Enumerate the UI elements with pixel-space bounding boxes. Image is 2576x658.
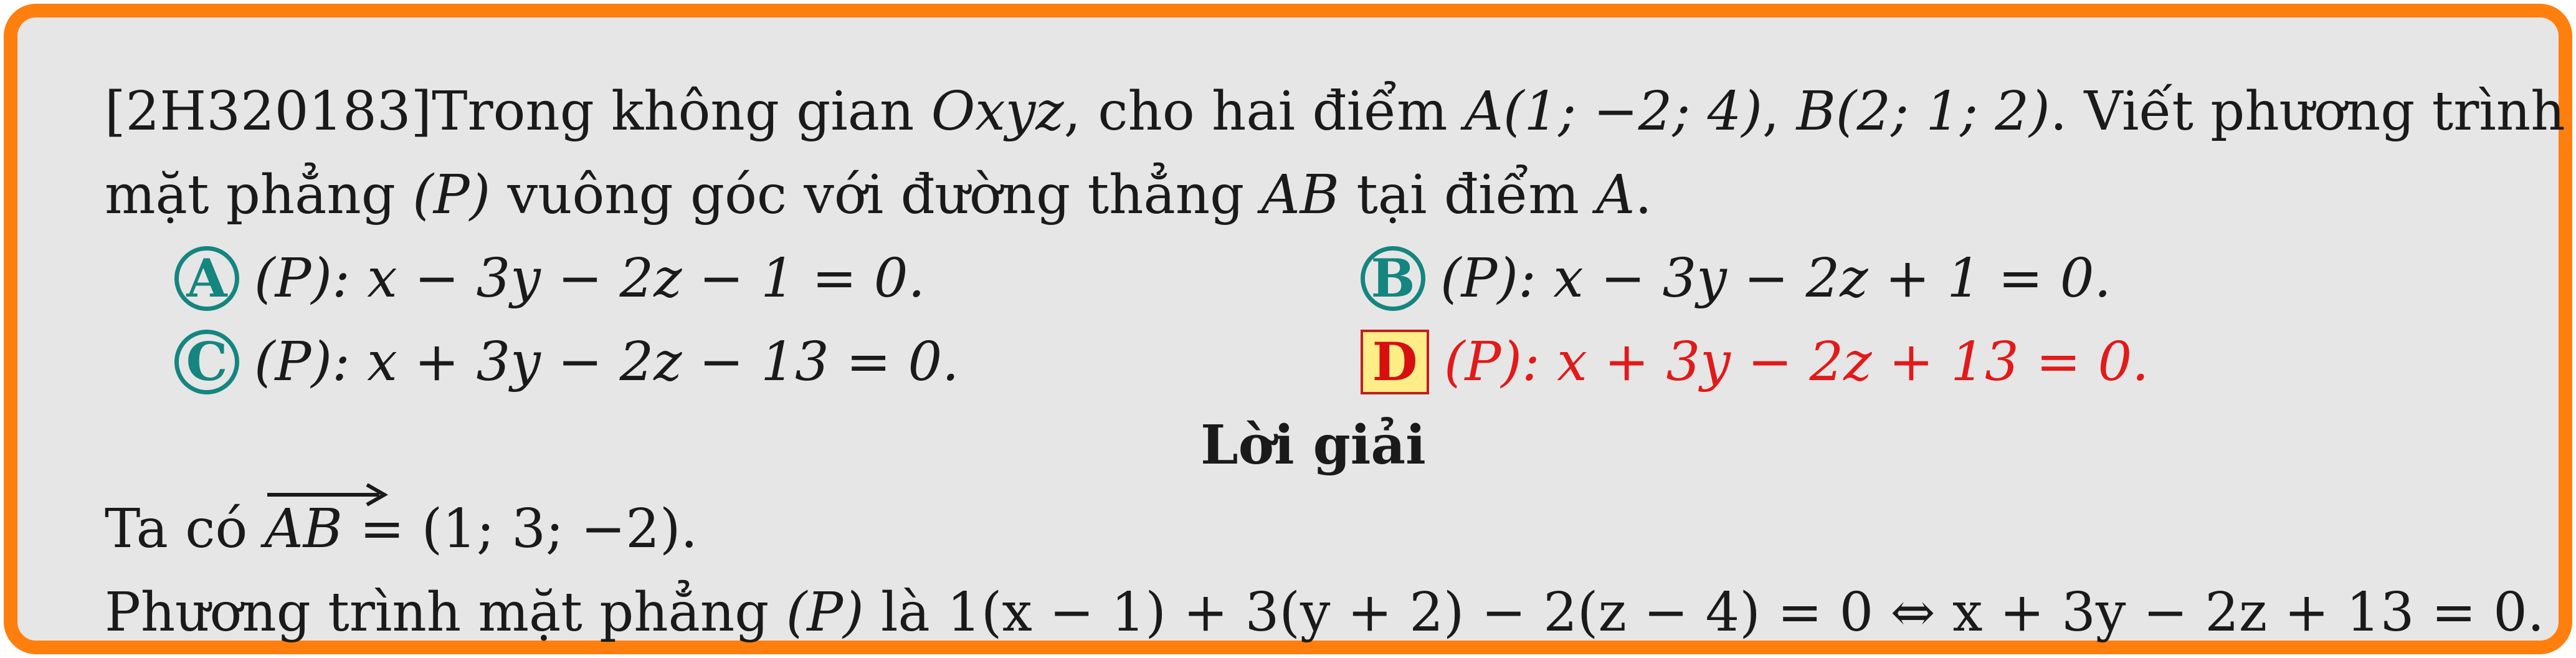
question-line-2: mặt phẳng (P) vuông góc với đường thẳng AB tại điểm A. bbox=[105, 164, 1652, 226]
choice-b[interactable] bbox=[1361, 237, 2111, 320]
question-code: [2H320183] bbox=[105, 80, 432, 143]
line-ab: AB bbox=[1261, 164, 1339, 226]
choice-a-badge: A bbox=[174, 246, 239, 311]
solution-heading: Lời giải bbox=[1200, 414, 1426, 477]
point-b: B(2; 1; 2) bbox=[1796, 80, 2050, 143]
choice-c-badge: C bbox=[174, 330, 239, 394]
problem-card bbox=[4, 4, 2572, 654]
choice-b-badge: B bbox=[1361, 246, 1425, 311]
plane-name: (P) bbox=[412, 164, 491, 226]
choice-d-text: (P): x + 3y − 2z + 13 = 0. bbox=[1444, 331, 2149, 393]
choice-a-text: (P): x − 3y − 2z − 1 = 0. bbox=[254, 247, 925, 310]
choice-c-text: (P): x + 3y − 2z − 13 = 0. bbox=[254, 331, 959, 393]
point-a: A(1; −2; 4) bbox=[1464, 80, 1762, 143]
solution-line-2: Phương trình mặt phẳng (P) là 1(x − 1) + 3(y + 2) − 2(z − 4) = 0 ⇔ x + 3y − 2z + 13 = 0. bbox=[105, 581, 2545, 644]
choice-d-correct[interactable] bbox=[1361, 320, 2149, 404]
vector-ab: AB bbox=[265, 487, 343, 571]
choice-c[interactable] bbox=[174, 320, 959, 404]
space-name: Oxyz bbox=[931, 80, 1064, 143]
answer-choices bbox=[105, 237, 2522, 404]
choice-a[interactable] bbox=[174, 237, 925, 320]
choice-d-badge: D bbox=[1361, 330, 1429, 394]
point-a-name: A bbox=[1596, 164, 1635, 226]
choice-b-text: (P): x − 3y − 2z + 1 = 0. bbox=[1440, 247, 2111, 310]
vector-arrow-icon bbox=[265, 482, 389, 507]
solution-line-1: Ta có AB = (1; 3; −2). bbox=[105, 487, 2522, 571]
solution-plane: (P) bbox=[786, 581, 864, 644]
problem-content bbox=[105, 70, 2565, 654]
question-line-1: [2H320183]Trong không gian Oxyz, cho hai điểm A(1; −2; 4), B(2; 1; 2). Viết phương trình bbox=[105, 80, 2565, 143]
